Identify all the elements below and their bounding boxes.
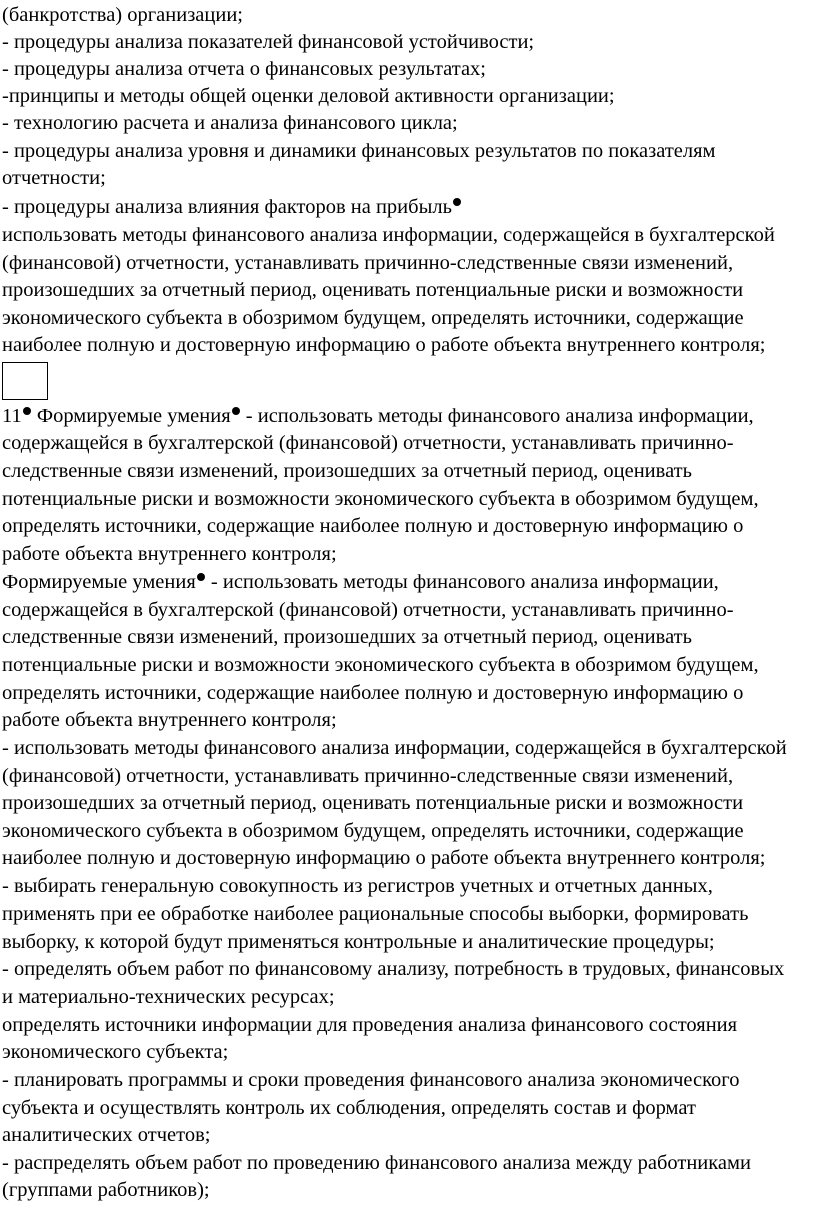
text-line: [2, 569, 719, 595]
text-line: отчетности;: [2, 167, 106, 189]
text-line: - выбирать генеральную совокупность из регистров учетных и отчетных данных,: [2, 875, 713, 897]
text-line: потенциальные риски и возможности экономического субъекта в обозримом будущем,: [2, 488, 759, 510]
text-line: [2, 403, 754, 429]
text-line: субъекта и осуществлять контроль их соблюдения, определять состав и формат: [2, 1097, 696, 1119]
text-line: и материально-технических ресурсах;: [2, 986, 335, 1008]
text-line: работе объекта внутреннего контроля;: [2, 543, 337, 565]
text-segment: - процедуры анализа влияния факторов на прибыль: [2, 196, 452, 218]
text-line: произошедших за отчетный период, оценивать потенциальные риски и возможности: [2, 279, 744, 301]
text-segment: - использовать методы финансового анализа информации,: [210, 571, 719, 593]
text-line: содержащейся в бухгалтерской (финансовой) отчетности, устанавливать причинно-: [2, 432, 734, 454]
text-line: (банкротства) организации;: [2, 4, 243, 26]
text-line: содержащейся в бухгалтерской (финансовой) отчетности, устанавливать причинно-: [2, 599, 734, 621]
text-line: работе объекта внутреннего контроля;: [2, 709, 337, 731]
text-line: потенциальные риски и возможности экономического субъекта в обозримом будущем,: [2, 654, 759, 676]
text-line: произошедших за отчетный период, оценивать потенциальные риски и возможности: [2, 792, 744, 814]
text-line: наиболее полную и достоверную информацию о работе объекта внутреннего контроля;: [2, 847, 766, 869]
text-line: экономического субъекта в обозримом будущем, определять источники, содержащие: [2, 307, 744, 329]
text-line: - распределять объем работ по проведению финансового анализа между работниками: [2, 1152, 751, 1174]
text-line: - процедуры анализа уровня и динамики финансовых результатов по показателям: [2, 140, 716, 162]
text-line: - процедуры анализа показателей финансовой устойчивости;: [2, 31, 535, 53]
text-line: экономического субъекта;: [2, 1041, 229, 1063]
empty-frame: [2, 362, 48, 400]
text-line: аналитических отчетов;: [2, 1124, 211, 1146]
text-line: наиболее полную и достоверную информацию о работе объекта внутреннего контроля;: [2, 334, 766, 356]
text-line: - использовать методы финансового анализа информации, содержащейся в бухгалтерской: [2, 737, 787, 759]
text-line: применять при ее обработке наиболее рациональные способы выборки, формировать: [2, 903, 749, 925]
bullet-dot-icon: [453, 198, 461, 206]
text-line: (финансовой) отчетности, устанавливать причинно-следственные связи изменений,: [2, 252, 734, 274]
text-segment: - использовать методы финансового анализа информации,: [245, 405, 754, 427]
text-line: (финансовой) отчетности, устанавливать причинно-следственные связи изменений,: [2, 765, 734, 787]
section-label: Формируемые умения: [2, 571, 196, 593]
bullet-dot-icon: [23, 407, 31, 415]
item-number: 11: [2, 405, 22, 427]
text-line: следственные связи изменений, произошедших за отчетный период, оценивать: [2, 460, 692, 482]
text-line: - технологию расчета и анализа финансового цикла;: [2, 112, 458, 134]
text-line: определять источники, содержащие наиболее полную и достоверную информацию о: [2, 682, 744, 704]
text-line: -принципы и методы общей оценки деловой активности организации;: [2, 85, 615, 107]
text-line: экономического субъекта в обозримом будущем, определять источники, содержащие: [2, 820, 744, 842]
text-line: - процедуры анализа отчета о финансовых результатах;: [2, 58, 486, 80]
section-label: Формируемые умения: [36, 405, 231, 427]
text-line: использовать методы финансового анализа информации, содержащейся в бухгалтерской: [2, 224, 775, 246]
bullet-dot-icon: [197, 573, 205, 581]
bullet-dot-icon: [232, 407, 240, 415]
text-line: следственные связи изменений, произошедших за отчетный период, оценивать: [2, 626, 692, 648]
text-line: - планировать программы и сроки проведения финансового анализа экономического: [2, 1069, 740, 1091]
text-line: [2, 194, 462, 220]
text-line: - определять объем работ по финансовому анализу, потребность в трудовых, финансовых: [2, 958, 785, 980]
text-line: определять источники, содержащие наиболее полную и достоверную информацию о: [2, 515, 744, 537]
text-line: (группами работников);: [2, 1179, 210, 1201]
text-line: выборку, к которой будут применяться контрольные и аналитические процедуры;: [2, 931, 715, 953]
text-line: определять источники информации для проведения анализа финансового состояния: [2, 1014, 738, 1036]
